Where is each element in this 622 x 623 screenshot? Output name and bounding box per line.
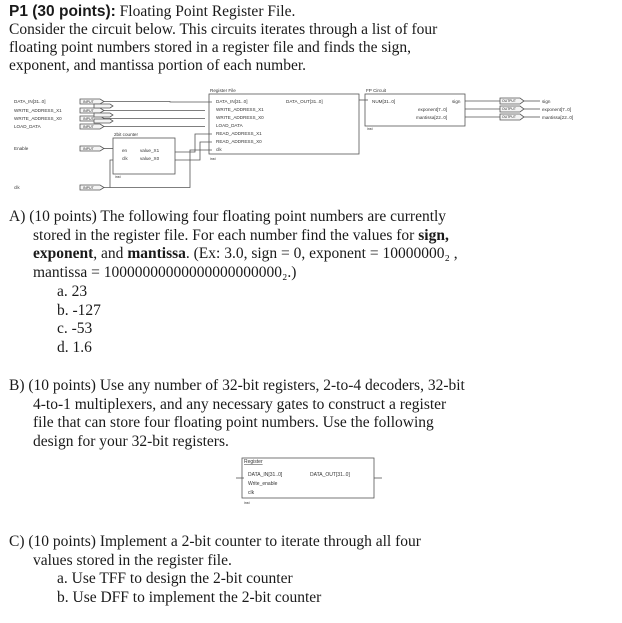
circuit-diagram (0, 82, 622, 200)
counter-inst: inst (115, 175, 121, 179)
part-c-line-2: values stored in the register file. (33, 552, 232, 569)
register-inst: inst (244, 501, 250, 505)
part-a-item-d: d. 1.6 (57, 339, 92, 356)
out-label-exponent: exponent[7..0] (542, 107, 572, 112)
problem-title: Floating Point Register File. (115, 3, 296, 20)
part-a-item-a: a. 23 (57, 283, 88, 300)
out-pin-text: OUTPUT (502, 115, 516, 119)
counter-output: value_X0 (140, 156, 160, 161)
pin-text: INPUT (83, 109, 94, 113)
part-a-item-b: b. -127 (57, 302, 101, 319)
part-b-line-4: design for your 32-bit registers. (33, 433, 229, 450)
fp-output: mantissa[22..0] (416, 115, 448, 120)
part-c-item-b: b. Use DFF to implement the 2-bit counter (57, 589, 322, 606)
part-c-line-1: C) (10 points) Implement a 2-bit counter to iterate through all four (9, 533, 421, 550)
input-label-data-in: DATA_IN[31..0] (14, 99, 46, 104)
intro-line-1: Consider the circuit below. This circuits iterates through a list of four (9, 21, 438, 38)
input-label-load: LOAD_DATA (14, 124, 41, 129)
input-label-write-x1: WRITE_ADDRESS_X1 (14, 108, 62, 113)
register-diagram (0, 450, 622, 512)
pin-text: INPUT (83, 147, 94, 151)
out-pin-text: OUTPUT (502, 99, 516, 103)
intro-line-2: floating point numbers stored in a register file and finds the sign, (9, 39, 412, 56)
counter-port: clk (122, 156, 128, 161)
rf-port: WRITE_ADDRESS_X1 (216, 107, 264, 112)
part-a-line-2 (33, 227, 449, 245)
register-port: DATA_IN[31..0] (248, 472, 283, 478)
rf-port: LOAD_DATA (216, 123, 243, 128)
out-pin-text: OUTPUT (502, 107, 516, 111)
pin-text: INPUT (83, 186, 94, 190)
rf-port: DATA_IN[31..0] (216, 99, 248, 104)
rf-output: DATA_OUT[31..0] (286, 99, 323, 104)
pin-text: INPUT (83, 125, 94, 129)
register-port: Write_enable (248, 481, 278, 487)
part-a-text: stored in the register file. For each number find the values for (33, 227, 419, 244)
rf-inst: inst (210, 157, 216, 161)
counter-title: 2bit counter (114, 132, 139, 137)
intro-line-3: exponent, and mantissa portion of each number. (9, 57, 307, 74)
part-a-bold-exponent: exponent (33, 245, 94, 262)
input-label-write-x0: WRITE_ADDRESS_X0 (14, 116, 62, 121)
counter-output: value_X1 (140, 148, 160, 153)
rf-port: clk (216, 147, 222, 152)
register-port: clk (248, 490, 255, 496)
counter-port: en (122, 148, 128, 153)
out-label-mantissa: mantissa[22..0] (542, 115, 574, 120)
input-label-clk: clk (14, 185, 20, 190)
problem-label: P1 (30 points): (9, 3, 116, 20)
part-b-line-3: file that can store four floating point numbers. Use the following (33, 414, 434, 431)
register-file-title: Register File (210, 88, 236, 93)
rf-port: READ_ADDRESS_X0 (216, 139, 262, 144)
problem-header (9, 3, 295, 21)
part-a-line-3 (33, 245, 458, 263)
input-label-enable: Enable (14, 146, 29, 151)
fp-inst: inst (367, 127, 373, 131)
part-a-bold-mantissa: mantissa (127, 245, 186, 262)
fp-output: sign (452, 99, 461, 104)
fp-title: FP Circuit (366, 88, 387, 93)
rf-port: WRITE_ADDRESS_X0 (216, 115, 264, 120)
fp-input: NUM[31..0] (372, 99, 396, 104)
rf-port: READ_ADDRESS_X1 (216, 131, 262, 136)
part-c-item-a: a. Use TFF to design the 2-bit counter (57, 570, 293, 587)
register-output: DATA_OUT[31..0] (310, 472, 350, 478)
fp-output: exponent[7..0] (418, 107, 448, 112)
part-a-item-c: c. -53 (57, 320, 93, 337)
part-b-line-2: 4-to-1 multiplexers, and any necessary gates to construct a register (33, 396, 447, 413)
register-title: Register (244, 459, 263, 465)
part-a-line-4: mantissa = 10000000000000000000000₂.) (33, 264, 297, 281)
part-a-line-1: A) (10 points) The following four floating point numbers are currently (9, 208, 447, 225)
part-a-text: , and (93, 245, 128, 262)
pin-text: INPUT (83, 117, 94, 121)
part-a-bold-sign: sign, (418, 227, 449, 244)
part-b-line-1: B) (10 points) Use any number of 32-bit registers, 2-to-4 decoders, 32-bit (9, 377, 465, 394)
pin-text: INPUT (83, 100, 94, 104)
part-a-text: . (Ex: 3.0, sign = 0, exponent = 10000000₂ , (185, 245, 458, 262)
out-label-sign: sign (542, 99, 551, 104)
